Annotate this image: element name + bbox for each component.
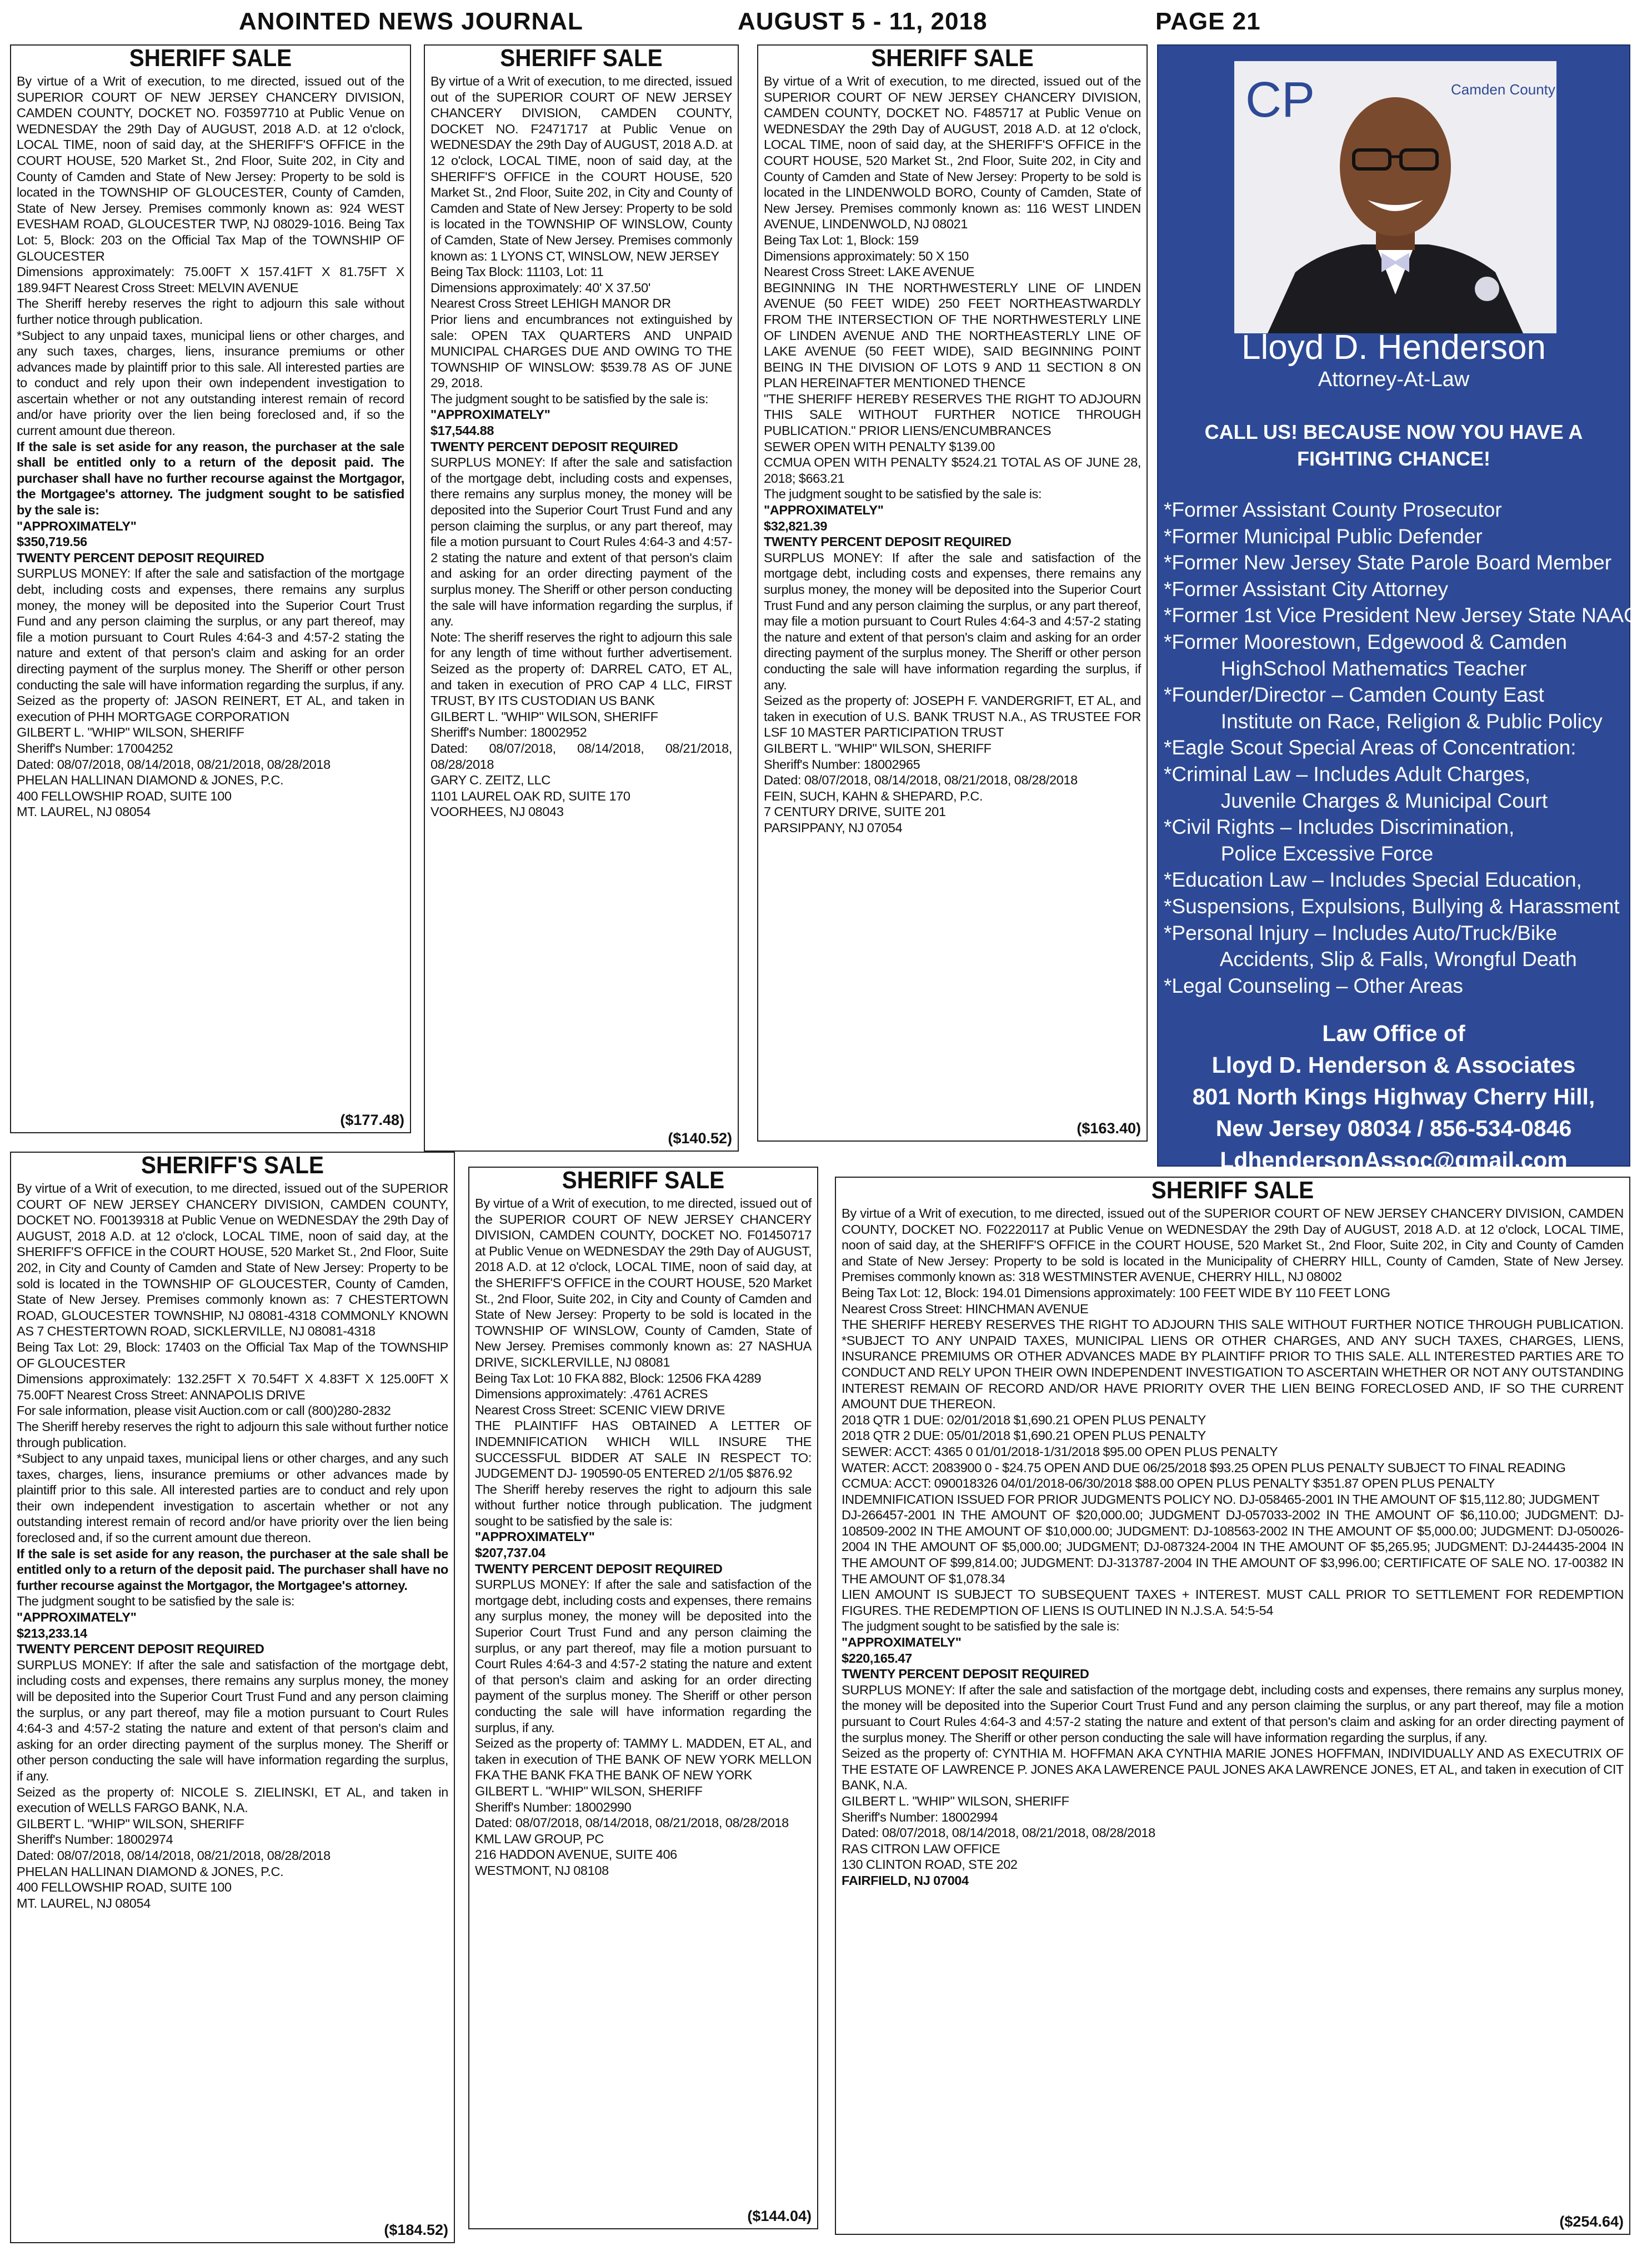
notice-emphasis: $17,544.88 (430, 423, 494, 438)
notice-title: SHERIFF SALE (500, 44, 663, 72)
notice-emphasis: TWENTY PERCENT DEPOSIT REQUIRED (842, 1667, 1089, 1682)
notice-paragraph: SURPLUS MONEY: If after the sale and satisfaction of the mortgage debt, including costs and expenses, there remains any surplus money, the money will be deposited into the Superior Court Trust Fund and any person claiming the surplus, or any part thereof, may file a motion pursuant to Court Rules 4:64-3 and 4:57-2 stating the nature and extent of that person's claim and asking for an order directing payment of the surplus money. The Sheriff or other person conducting the sale will have information regarding the surplus, if any. (842, 1682, 1624, 1745)
firm-line: 801 North Kings Highway Cherry Hill, (1192, 1084, 1595, 1109)
notice-paragraph: WATER: ACCT: 2083900 0 - $24.75 OPEN AND DUE 06/25/2018 $93.25 OPEN PLUS PENALTY SUBJECT TO FINAL READING (842, 1460, 1566, 1475)
notice-paragraph (764, 518, 1141, 534)
paper-name: ANOINTED NEWS JOURNAL (239, 8, 583, 35)
notice-paragraph: THE SHERIFF HEREBY RESERVES THE RIGHT TO ADJOURN THIS SALE WITHOUT FURTHER NOTICE THROUGH PUBLICATION. *SUBJECT TO ANY UNPAID TAXES, MUNICIPAL LIENS OR OTHER CHARGES, AND ANY SUCH TAXES, CHARGES, LIENS, INSURANCE PREMIUMS OR OTHER ADVANCES MADE BY PLAINTIFF PRIOR TO THIS SALE. ALL INTERESTED PARTIES ARE TO CONDUCT AND RELY UPON THEIR OWN INDEPENDENT INVESTIGATION TO ASCERTAIN WHETHER OR NOT ANY OUTSTANDING INTEREST REMAIN OF RECORD AND/OR HAVE PRIORITY OVER THE LIEN BEING FORECLOSED AND, IF SO THE CURRENT AMOUNT DUE THEREON. (842, 1317, 1624, 1412)
notice-emphasis: "APPROXIMATELY" (475, 1529, 595, 1544)
notice-title: SHERIFF SALE (1151, 1177, 1314, 1204)
notice-paragraph: Being Tax Lot: 29, Block: 17403 on the Official Tax Map of the TOWNSHIP OF GLOUCESTER (17, 1339, 448, 1370)
notice-paragraph (842, 1650, 1624, 1667)
notice-paragraph: By virtue of a Writ of execution, to me directed, issued out of the SUPERIOR COURT OF NEW JERSEY CHANCERY DIVISION, CAMDEN COUNTY, DOCKET NO. F02220117 at Public Venue on WEDNESDAY the 29th Day of AUGUST, 2018 A.D. at 12 o'clock, LOCAL TIME, noon of said day, at the SHERIFF'S OFFICE in the COURT HOUSE, 520 Market St., 2nd Floor, Suite 202, in City and County of Camden and State of New Jersey: Property to be sold is located in the Municipality of CHERRY HILL, County of Camden, State of New Jersey. Premises commonly known as: 318 WESTMINSTER AVENUE, CHERRY HILL, NJ 08002 (842, 1206, 1624, 1284)
notice-paragraph: Dimensions approximately: 132.25FT X 70.54FT X 4.83FT X 125.00FT X 75.00FT Nearest Cross Street: ANNAPOLIS DRIVE (17, 1372, 448, 1402)
notice-paragraph: 7 CENTURY DRIVE, SUITE 201 (764, 804, 946, 819)
notice-emphasis: TWENTY PERCENT DEPOSIT REQUIRED (475, 1561, 723, 1576)
notice-emphasis: "APPROXIMATELY" (17, 518, 137, 533)
credential-item: *Former Assistant City Attorney (1164, 577, 1449, 601)
notice-paragraph: SURPLUS MONEY: If after the sale and satisfaction of the mortgage debt, including costs and expenses, there remains any surplus money, the money will be deposited into the Superior Court Trust Fund and any person claiming the surplus, or any part thereof, may file a motion pursuant to Court Rules 4:64-3 and 4:57-2 stating the nature and extent of that person's claim and asking for an order directing payment of the surplus money. The Sheriff or other person conducting the sale will have information regarding the surplus, if any. (17, 1657, 448, 1783)
attorney-photo (1234, 61, 1609, 333)
notice-body (836, 1203, 1629, 1889)
notice-paragraph: Sheriff's Number: 18002952 (430, 725, 587, 740)
notice-body (758, 71, 1147, 836)
credential-item: *Founder/Director – Camden County East (1164, 683, 1544, 707)
sheriff-sale-notice-5 (468, 1167, 818, 2229)
credential-item: *Education Law – Includes Special Education, (1164, 868, 1582, 892)
notice-paragraph: GILBERT L. "WHIP" WILSON, SHERIFF (764, 741, 992, 756)
notice-paragraph: Seized as the property of: JOSEPH F. VANDERGRIFT, ET AL, and taken in execution of U.S. BANK TRUST N.A., AS TRUSTEE FOR LSF 10 MASTER PARTICIPATION TRUST (764, 693, 1141, 740)
notice-paragraph (475, 1545, 812, 1561)
notice-paragraph: SEWER OPEN WITH PENALTY $139.00 (764, 439, 995, 454)
notice-emphasis: TWENTY PERCENT DEPOSIT REQUIRED (764, 534, 1012, 549)
credentials-list (1164, 497, 1652, 999)
notice-paragraph: SURPLUS MONEY: If after the sale and satisfaction of the mortgage debt, including costs and expenses, there remains any surplus money, the money will be deposited into the Superior Court Trust Fund and any person claiming the surplus, or any part thereof, may file a motion pursuant to Court Rules 4:64-3 and 4:57-2 stating the nature and extent of that person's claim and asking for an order directing payment of the surplus money. The Sheriff or other person conducting the sale will have information regarding the surplus, if any. (764, 550, 1141, 692)
notice-paragraph: PARSIPPANY, NJ 07054 (764, 820, 903, 835)
notice-paragraph (430, 439, 732, 455)
notice-paragraph: INDEMNIFICATION ISSUED FOR PRIOR JUDGMENTS POLICY NO. DJ-058465-2001 IN THE AMOUNT OF $15,112.80; JUDGMENT (842, 1492, 1600, 1507)
notice-paragraph: 216 HADDON AVENUE, SUITE 406 (475, 1847, 677, 1862)
ad-tagline: CALL US! BECAUSE NOW YOU HAVE A FIGHTING CHANCE! (1204, 421, 1583, 470)
credential-item: Police Excessive Force (1164, 842, 1434, 865)
notice-emphasis: "APPROXIMATELY" (430, 407, 550, 422)
notice-paragraph (842, 1873, 1624, 1889)
notice-body (425, 71, 738, 820)
firm-line: Lloyd D. Henderson & Associates (1212, 1052, 1576, 1078)
notice-price: ($163.40) (1077, 1120, 1141, 1137)
notice-paragraph (430, 423, 732, 439)
notice-paragraph (17, 1625, 448, 1642)
notice-paragraph: The Sheriff hereby reserves the right to adjourn this sale without further notice through publication. (17, 296, 404, 327)
notice-paragraph: GARY C. ZEITZ, LLC (430, 773, 550, 788)
notice-paragraph: Dimensions approximately: 50 X 150 (764, 248, 969, 263)
notice-emphasis: "APPROXIMATELY" (842, 1635, 962, 1650)
notice-paragraph: Dated: 08/07/2018, 08/14/2018, 08/21/2018, 08/28/2018 (430, 741, 732, 772)
notice-paragraph (17, 1546, 448, 1594)
notice-paragraph: Dated: 08/07/2018, 08/14/2018, 08/21/2018, 08/28/2018 (17, 1848, 331, 1863)
notice-paragraph: 2018 QTR 2 DUE: 05/01/2018 $1,690.21 OPEN PLUS PENALTY (842, 1428, 1206, 1443)
notice-paragraph: The judgment sought to be satisfied by the sale is: (17, 1594, 295, 1609)
notice-paragraph: DJ-266457-2001 IN THE AMOUNT OF $20,000.00; JUDGMENT DJ-057033-2002 IN THE AMOUNT OF $6,110.00; JUDGMENT: DJ-108509-2002 IN THE AMOUNT OF $10,000.00; JUDGMENT: DJ-108563-2002 IN THE AMOUNT OF $5,000.00; JUDGMENT: DJ-050026-2004 IN THE AMOUNT OF $5,000.00; JUDGMENT; DJ-087324-2004 IN THE AMOUNT OF $5,265.95; JUDGMENT: DJ-244435-2004 IN THE AMOUNT OF $99,814.00; JUDGMENT: DJ-313787-2004 IN THE AMOUNT OF $3,996.00; CERTIFICATE OF SALE NO. 17-00382 IN THE AMOUNT OF $1,078.34 (842, 1508, 1624, 1586)
backdrop-text: Camden County NAACP (1451, 81, 1609, 98)
notice-emphasis: If the sale is set aside for any reason, the purchaser at the sale shall be entitled only to a return of the deposit paid. The purchaser shall have no further recourse against the Mortgagor, the Mortgagee's attorney. (17, 1546, 448, 1593)
notice-paragraph: Nearest Cross Street LEHIGH MANOR DR (430, 296, 671, 311)
notice-paragraph: KML LAW GROUP, PC (475, 1831, 604, 1846)
notice-paragraph: GILBERT L. "WHIP" WILSON, SHERIFF (475, 1783, 703, 1798)
sheriff-sale-notice-2 (424, 44, 739, 1152)
notice-paragraph (17, 550, 404, 566)
notice-paragraph: The Sheriff hereby reserves the right to adjourn this sale without further notice through publication. (17, 1419, 448, 1450)
notice-paragraph: CCMUA: ACCT: 090018326 04/01/2018-06/30/2018 $88.00 OPEN PLUS PENALTY $351.87 OPEN PLUS PENALTY (842, 1476, 1495, 1491)
notice-paragraph: Sheriff's Number: 18002974 (17, 1832, 173, 1847)
notice-paragraph (475, 1529, 812, 1545)
notice-body (11, 71, 410, 820)
notice-paragraph (764, 502, 1141, 518)
credential-item: *Former Assistant County Prosecutor (1164, 498, 1502, 521)
firm-line: LdhendersonAssoc@gmail.com (1220, 1147, 1568, 1173)
credential-item: *Eagle Scout Special Areas of Concentration: (1164, 736, 1576, 759)
notice-paragraph: Seized as the property of: NICOLE S. ZIELINSKI, ET AL, and taken in execution of WELLS FARGO BANK, N.A. (17, 1784, 448, 1815)
credential-item: Institute on Race, Religion & Public Policy (1164, 709, 1603, 733)
notice-paragraph: SURPLUS MONEY: If after the sale and satisfaction of the mortgage debt, including costs and expenses, there remains any surplus money, the money will be deposited into the Superior Court Trust Fund and any person claiming the surplus, or any part thereof, may file a motion pursuant to Court Rules 4:64-3 and 4:57-2 stating the nature and extent of that person's claim and asking for an order directing payment of the surplus money. The Sheriff or other person conducting the sale will have information regarding the surplus, if any. Seized as the property of: JASON REINERT, ET AL, and taken in execution of PHH MORTGAGE CORPORATION (17, 566, 404, 724)
notice-price: ($254.64) (1559, 2213, 1624, 2230)
notice-price: ($184.52) (384, 2222, 448, 2238)
notice-paragraph: SURPLUS MONEY: If after the sale and satisfaction of the mortgage debt, including costs and expenses, there remains any surplus money, the money will be deposited into the Superior Court Trust Fund and any person claiming the surplus, or any part thereof, may file a motion pursuant to Court Rules 4:64-3 and 4:57-2 stating the nature and extent of that person's claim and asking for an order directing payment of the surplus money. The Sheriff or other person conducting the sale will have information regarding the surplus, if any. (430, 455, 732, 629)
firm-line: Law Office of (1322, 1021, 1465, 1046)
notice-paragraph (17, 1609, 448, 1625)
notice-price: ($177.48) (340, 1112, 404, 1128)
page-number: PAGE 21 (1155, 8, 1261, 35)
credential-item: *Criminal Law – Includes Adult Charges, (1164, 762, 1531, 786)
notice-paragraph: Dimensions approximately: 75.00FT X 157.41FT X 81.75FT X 189.94FT Nearest Cross Street: MELVIN AVENUE (17, 264, 404, 295)
notice-paragraph: GILBERT L. "WHIP" WILSON, SHERIFF (17, 1816, 244, 1831)
notice-paragraph: PHELAN HALLINAN DIAMOND & JONES, P.C. (17, 1864, 284, 1879)
notice-paragraph (842, 1666, 1624, 1682)
notice-paragraph: Sheriff's Number: 18002965 (764, 757, 920, 772)
notice-paragraph: Seized as the property of: CYNTHIA M. HOFFMAN AKA CYNTHIA MARIE JONES HOFFMAN, INDIVIDUALLY AND AS EXECUTRIX OF THE ESTATE OF LAWRENCE P. JONES AKA LAWERENCE PAUL JONES AKA LAWRENCE JONES, ET AL, and taken in execution of CIT BANK, N.A. (842, 1746, 1624, 1793)
notice-body (469, 1193, 817, 1879)
credential-item: *Former Moorestown, Edgewood & Camden (1164, 630, 1567, 653)
notice-emphasis: If the sale is set aside for any reason, the purchaser at the sale shall be entitled only to a return of the deposit paid. The purchaser shall have no further recourse against the Mortgagor, the Mortgagee's attorney. The judgment sought to be satisfied by the sale is: (17, 439, 404, 518)
notice-paragraph: The judgment sought to be satisfied by the sale is: (842, 1619, 1120, 1634)
notice-paragraph: Dated: 08/07/2018, 08/14/2018, 08/21/2018, 08/28/2018 (475, 1815, 789, 1830)
notice-paragraph: LIEN AMOUNT IS SUBJECT TO SUBSEQUENT TAXES + INTEREST. MUST CALL PRIOR TO SETTLEMENT FOR REDEMPTION FIGURES. THE REDEMPTION OF LIENS IS OUTLINED IN N.J.S.A. 54:5-54 (842, 1587, 1624, 1618)
notice-paragraph: THE PLAINTIFF HAS OBTAINED A LETTER OF INDEMNIFICATION WHICH WILL INSURE THE SUCCESSFUL BIDDER AT SALE IN RESPECT TO: JUDGEMENT DJ- 190590-05 ENTERED 2/1/05 $876.92 (475, 1418, 812, 1481)
notice-paragraph: The Sheriff hereby reserves the right to adjourn this sale without further notice through publication. The judgment sought to be satisfied by the sale is: (475, 1482, 812, 1528)
notice-paragraph: 1101 LAUREL OAK RD, SUITE 170 (430, 788, 630, 803)
notice-paragraph: Dimensions approximately: 40' X 37.50' (430, 280, 650, 295)
notice-emphasis: $207,737.04 (475, 1545, 545, 1560)
notice-paragraph (17, 534, 404, 550)
masthead (0, 8, 1645, 39)
notice-emphasis: $350,719.56 (17, 534, 87, 549)
notice-title: SHERIFF SALE (562, 1167, 725, 1194)
notice-paragraph: Sheriff's Number: 17004252 (17, 741, 173, 756)
sheriff-sale-notice-6 (835, 1177, 1630, 2235)
credential-item: *Former New Jersey State Parole Board Member (1164, 551, 1612, 574)
notice-paragraph: Being Tax Block: 11103, Lot: 11 (430, 264, 604, 279)
notice-emphasis: TWENTY PERCENT DEPOSIT REQUIRED (430, 439, 678, 454)
notice-paragraph: Being Tax Lot: 10 FKA 882, Block: 12506 FKA 4289 (475, 1370, 762, 1385)
notice-paragraph: WESTMONT, NJ 08108 (475, 1863, 609, 1878)
attorney-portrait-image (1234, 61, 1609, 333)
credential-item: *Personal Injury – Includes Auto/Truck/Bike (1164, 921, 1558, 944)
notice-title: SHERIFF SALE (871, 44, 1034, 72)
notice-paragraph: PHELAN HALLINAN DIAMOND & JONES, P.C. (17, 773, 284, 788)
notice-paragraph (475, 1561, 812, 1577)
notice-title: SHERIFF'S SALE (141, 1152, 324, 1179)
notice-paragraph: Sheriff's Number: 18002994 (842, 1809, 998, 1824)
notice-paragraph: Nearest Cross Street: LAKE AVENUE (764, 264, 975, 279)
credential-item: *Legal Counseling – Other Areas (1164, 974, 1463, 997)
notice-paragraph: SEWER: ACCT: 4365 0 01/01/2018-1/31/2018 $95.00 OPEN PLUS PENALTY (842, 1444, 1278, 1459)
notice-emphasis: $213,233.14 (17, 1625, 87, 1640)
credential-item: *Civil Rights – Includes Discrimination, (1164, 816, 1515, 839)
notice-paragraph: MT. LAUREL, NJ 08054 (17, 1895, 151, 1910)
notice-paragraph: Dated: 08/07/2018, 08/14/2018, 08/21/2018, 08/28/2018 (17, 757, 331, 772)
sheriff-sale-notice-3 (757, 44, 1148, 1142)
notice-paragraph (764, 534, 1141, 550)
firm-line: New Jersey 08034 / 856-534-0846 (1215, 1116, 1572, 1141)
notice-paragraph: By virtue of a Writ of execution, to me directed, issued out of the SUPERIOR COURT OF NEW JERSEY CHANCERY DIVISION, CAMDEN COUNTY, DOCKET NO. F2471717 at Public Venue on WEDNESDAY the 29th Day of AUGUST, 2018 A.D. at 12 o'clock, LOCAL TIME, noon of said day, at the SHERIFF'S OFFICE in the COURT HOUSE, 520 Market St., 2nd Floor, Suite 202, in City and County of Camden and State of New Jersey: Property to be sold is located in the TOWNSHIP OF WINSLOW, County of Camden, State of New Jersey. Premises commonly known as: 1 LYONS CT, WINSLOW, NEW JERSEY (430, 74, 732, 263)
notice-paragraph: Being Tax Lot: 1, Block: 159 (764, 232, 919, 247)
notice-paragraph: Note: The sheriff reserves the right to adjourn this sale for any length of time without further advertisement. Seized as the property of: DARREL CATO, ET AL, and taken in execution of PRO CAP 4 LLC, FIRST TRUST, BY ITS CUSTODIAN US BANK (430, 629, 732, 708)
naacp-logo-fragment: CP (1245, 72, 1315, 128)
notice-paragraph (17, 518, 404, 534)
notice-paragraph: Dated: 08/07/2018, 08/14/2018, 08/21/2018, 08/28/2018 (764, 773, 1078, 788)
notice-emphasis: "APPROXIMATELY" (17, 1610, 137, 1625)
notice-paragraph: GILBERT L. "WHIP" WILSON, SHERIFF (17, 725, 244, 740)
credential-item: Juvenile Charges & Municipal Court (1164, 789, 1548, 812)
sheriff-sale-notice-4 (10, 1152, 455, 2243)
notice-paragraph: For sale information, please visit Auction.com or call (800)280-2832 (17, 1403, 391, 1418)
notice-paragraph: Prior liens and encumbrances not extinguished by sale: OPEN TAX QUARTERS AND UNPAID MUNICIPAL CHARGES DUE AND OWING TO THE TOWNSHIP OF WINSLOW: $539.78 AS OF JUNE 29, 2018. (430, 312, 732, 391)
law-office-contact (1158, 1018, 1629, 1176)
notice-paragraph: Nearest Cross Street: HINCHMAN AVENUE (842, 1301, 1089, 1316)
notice-paragraph: CCMUA OPEN WITH PENALTY $524.21 TOTAL AS OF JUNE 28, 2018; $663.21 (764, 455, 1141, 486)
notice-paragraph: "THE SHERIFF HEREBY RESERVES THE RIGHT TO ADJOURN THIS SALE WITHOUT FURTHER NOTICE THROUGH PUBLICATION." PRIOR LIENS/ENCUMBRANCES (764, 391, 1141, 438)
notice-paragraph (430, 407, 732, 423)
credential-item: *Former Municipal Public Defender (1164, 524, 1483, 548)
notice-emphasis: "APPROXIMATELY" (764, 503, 884, 518)
notice-paragraph: Nearest Cross Street: SCENIC VIEW DRIVE (475, 1402, 725, 1417)
credential-item: *Former 1st Vice President New Jersey State NAACP (1164, 604, 1652, 627)
attorney-name: Lloyd D. Henderson (1241, 328, 1546, 367)
notice-paragraph: Being Tax Lot: 12, Block: 194.01 Dimensions approximately: 100 FEET WIDE BY 110 FEET LONG (842, 1285, 1390, 1300)
notice-paragraph: VOORHEES, NJ 08043 (430, 804, 564, 819)
notice-paragraph (17, 439, 404, 518)
notice-paragraph: Dimensions approximately: .4761 ACRES (475, 1387, 708, 1402)
notice-paragraph: By virtue of a Writ of execution, to me directed, issued out of the SUPERIOR COURT OF NEW JERSEY CHANCERY DIVISION, CAMDEN COUNTY, DOCKET NO. F01450717 at Public Venue on WEDNESDAY the 29th Day of AUGUST, 2018 A.D. at 12 o'clock, LOCAL TIME, noon of said day, at the SHERIFF'S OFFICE in the COURT HOUSE, 520 Market St., 2nd Floor, Suite 202, in City and County of Camden and State of New Jersey: Property to be sold is located in the TOWNSHIP OF WINSLOW, County of Camden, State of New Jersey. Premises commonly known as: 27 NASHUA DRIVE, SICKLERVILLE, NJ 08081 (475, 1196, 812, 1369)
notice-emphasis: TWENTY PERCENT DEPOSIT REQUIRED (17, 1642, 264, 1657)
notice-paragraph: RAS CITRON LAW OFFICE (842, 1841, 1000, 1856)
notice-emphasis: TWENTY PERCENT DEPOSIT REQUIRED (17, 550, 264, 565)
credential-item: Accidents, Slip & Falls, Wrongful Death (1164, 948, 1577, 971)
notice-paragraph: MT. LAUREL, NJ 08054 (17, 804, 151, 819)
notice-emphasis: $32,821.39 (764, 518, 828, 533)
notice-paragraph: Dated: 08/07/2018, 08/14/2018, 08/21/2018, 08/28/2018 (842, 1825, 1155, 1840)
notice-title: SHERIFF SALE (129, 44, 292, 72)
notice-paragraph: SURPLUS MONEY: If after the sale and satisfaction of the mortgage debt, including costs and expenses, there remains any surplus money, the money will be deposited into the Superior Court Trust Fund and any person claiming the surplus, or any part thereof, may file a motion pursuant to Court Rules 4:64-3 and 4:57-2 stating the nature and extent of that person's claim and asking for an order directing payment of the surplus money. The Sheriff or other person conducting the sale will have information regarding the surplus, if any. (475, 1577, 812, 1735)
notice-body (11, 1178, 454, 1911)
notice-emphasis: $220,165.47 (842, 1650, 912, 1665)
notice-paragraph: 400 FELLOWSHIP ROAD, SUITE 100 (17, 1880, 232, 1895)
notice-price: ($144.04) (747, 2208, 812, 2224)
notice-paragraph: Seized as the property of: TAMMY L. MADDEN, ET AL, and taken in execution of THE BANK OF NEW YORK MELLON FKA THE BANK FKA THE BANK OF NEW YORK (475, 1736, 812, 1783)
notice-emphasis: FAIRFIELD, NJ 07004 (842, 1873, 969, 1888)
notice-paragraph: By virtue of a Writ of execution, to me directed, issued out of the SUPERIOR COURT OF NEW JERSEY CHANCERY DIVISION, CAMDEN COUNTY, DOCKET NO. F485717 at Public Venue on WEDNESDAY the 29th Day of AUGUST, 2018 A.D. at 12 o'clock, LOCAL TIME, noon of said day, at the SHERIFF'S OFFICE in the COURT HOUSE, 520 Market St., 2nd Floor, Suite 202, in City and County of Camden and State of New Jersey: Property to be sold is located in the LINDENWOLD BORO, County of Camden, State of New Jersey. Premises commonly known as: 116 WEST LINDEN AVENUE, LINDENWOLD, NJ 08021 (764, 74, 1141, 232)
notice-paragraph: The judgment sought to be satisfied by the sale is: (430, 391, 709, 406)
attorney-title: Attorney-At-Law (1318, 368, 1470, 391)
issue-date: AUGUST 5 - 11, 2018 (738, 8, 988, 35)
notice-paragraph: *Subject to any unpaid taxes, municipal liens or other charges, and any such taxes, charges, liens, insurance premiums or other advances made by plaintiff prior to this sale. All interested parties are to conduct and rely upon their own independent investigation to ascertain whether or not any outstanding interest remain of record and/or have priority over the lien being foreclosed and, if so the current amount due thereon. (17, 328, 404, 438)
notice-paragraph: By virtue of a Writ of execution, to me directed, issued out of the SUPERIOR COURT OF NEW JERSEY CHANCERY DIVISION, CAMDEN COUNTY, DOCKET NO. F00139318 at Public Venue on WEDNESDAY the 29th Day of AUGUST, 2018 A.D. at 12 o'clock, LOCAL TIME, noon of said day, at the SHERIFF'S OFFICE in the COURT HOUSE, 520 Market St., 2nd Floor, Suite 202, in City and County of Camden and State of New Jersey: Property to be sold is located in the TOWNSHIP OF GLOUCESTER, County of Camden, State of New Jersey. Premises commonly known as: 7 CHESTERTOWN ROAD, GLOUCESTER TOWNSHIP, NJ 08081-4318 COMMONLY KNOWN AS 7 CHESTERTOWN ROAD, SICKLERVILLE, NJ 08081-4318 (17, 1181, 448, 1339)
sheriff-sale-notice-1 (10, 44, 411, 1133)
notice-paragraph: *Subject to any unpaid taxes, municipal liens or other charges, and any such taxes, charges, liens, insurance premiums or other advances made by plaintiff prior to this sale. All interested parties are to conduct and rely upon their own independent investigation to ascertain whether or not any outstanding interest remain of record and/or have priority over the lien being foreclosed and, if so the current amount due thereon. (17, 1451, 448, 1545)
notice-paragraph: Sheriff's Number: 18002990 (475, 1799, 632, 1814)
attorney-advertisement (1157, 44, 1652, 1173)
notice-paragraph: GILBERT L. "WHIP" WILSON, SHERIFF (842, 1793, 1069, 1808)
notice-paragraph: 400 FELLOWSHIP ROAD, SUITE 100 (17, 788, 232, 803)
notice-paragraph: FEIN, SUCH, KAHN & SHEPARD, P.C. (764, 788, 983, 803)
notice-paragraph: BEGINNING IN THE NORTHWESTERLY LINE OF LINDEN AVENUE (50 FEET WIDE) 250 FEET NORTHEASTWARDLY FROM THE INTERSECTION OF THE NORTHWESTERLY LINE OF LINDEN AVENUE AND THE NORTHEASTERLY LINE OF LAKE AVENUE (50 FEET WIDE), SAID BEGINNING POINT BEING IN THE DIVISION OF LOTS 9 AND 11 SECTION 8 ON PLAN HEREINAFTER MENTIONED THENCE (764, 280, 1141, 391)
notice-paragraph: GILBERT L. "WHIP" WILSON, SHERIFF (430, 709, 658, 724)
notice-paragraph: 130 CLINTON ROAD, STE 202 (842, 1857, 1018, 1872)
notice-paragraph (842, 1634, 1624, 1650)
notice-paragraph: By virtue of a Writ of execution, to me directed, issued out of the SUPERIOR COURT OF NEW JERSEY CHANCERY DIVISION, CAMDEN COUNTY, DOCKET NO. F03597710 at Public Venue on WEDNESDAY the 29th Day of AUGUST, 2018 A.D. at 12 o'clock, LOCAL TIME, noon of said day, at the SHERIFF'S OFFICE in the COURT HOUSE, 520 Market St., 2nd Floor, Suite 202, in City and County of Camden and State of New Jersey: Property to be sold is located in the TOWNSHIP OF GLOUCESTER, County of Camden, State of New Jersey. Premises commonly known as: 924 WEST EVESHAM ROAD, GLOUCESTER TWP, NJ 08029-1016. Being Tax Lot: 5, Block: 203 on the Official Tax Map of the TOWNSHIP OF GLOUCESTER (17, 74, 404, 263)
credential-item: *Suspensions, Expulsions, Bullying & Harassment (1164, 894, 1620, 918)
notice-paragraph (17, 1641, 448, 1657)
notice-paragraph: The judgment sought to be satisfied by the sale is: (764, 487, 1042, 502)
notice-price: ($140.52) (668, 1130, 732, 1147)
notice-paragraph: 2018 QTR 1 DUE: 02/01/2018 $1,690.21 OPEN PLUS PENALTY (842, 1412, 1206, 1427)
credential-item: HighSchool Mathematics Teacher (1164, 657, 1527, 680)
